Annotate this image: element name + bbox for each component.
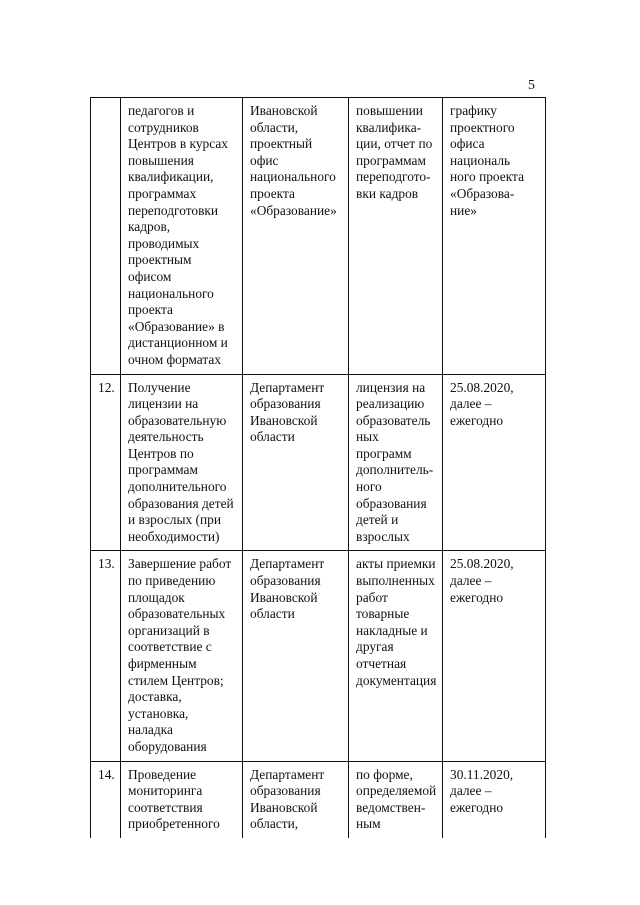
row-number: 13. bbox=[91, 551, 121, 761]
responsible-cell: Департамент образования Ивановской области bbox=[243, 551, 349, 761]
row-number: 12. bbox=[91, 374, 121, 551]
row-number bbox=[91, 98, 121, 375]
task-cell: Проведение мониторинга соответствия приобретенного bbox=[121, 761, 243, 838]
task-cell: Получение лицензии на образовательную деятельность Центров по программам дополнительного образования детей и взрослых (при необходимости) bbox=[121, 374, 243, 551]
responsible-cell: Департамент образования Ивановской области bbox=[243, 374, 349, 551]
deadline-cell: графику проектного офиса националь ного проекта «Образова- ние» bbox=[443, 98, 546, 375]
deadline-cell: 25.08.2020, далее – ежегодно bbox=[443, 374, 546, 551]
table-row bbox=[91, 374, 546, 551]
result-cell: по форме, определяемой ведомствен- ным bbox=[349, 761, 443, 838]
responsible-cell: Департамент образования Ивановской области, bbox=[243, 761, 349, 838]
task-cell: педагогов и сотрудников Центров в курсах повышения квалификации, программах переподготовки кадров, проводимых проектным офисом национального проекта «Образование» в дистанционном и очном форматах bbox=[121, 98, 243, 375]
deadline-cell: 30.11.2020, далее – ежегодно bbox=[443, 761, 546, 838]
table-row bbox=[91, 551, 546, 761]
table-row bbox=[91, 761, 546, 838]
page-number: 5 bbox=[528, 78, 535, 93]
result-cell: акты приемки выполненных работ товарные накладные и другая отчетная документация bbox=[349, 551, 443, 761]
responsible-cell: Ивановской области, проектный офис национального проекта «Образование» bbox=[243, 98, 349, 375]
result-cell: повышении квалифика- ции, отчет по программам переподгото- вки кадров bbox=[349, 98, 443, 375]
row-number: 14. bbox=[91, 761, 121, 838]
deadline-cell: 25.08.2020, далее – ежегодно bbox=[443, 551, 546, 761]
task-cell: Завершение работ по приведению площадок образовательных организаций в соответствие с фирменным стилем Центров; доставка, установка, наладка оборудования bbox=[121, 551, 243, 761]
plan-table bbox=[90, 97, 546, 838]
result-cell: лицензия на реализацию образователь ных программ дополнитель- ного образования детей и взрослых bbox=[349, 374, 443, 551]
table-row bbox=[91, 98, 546, 375]
